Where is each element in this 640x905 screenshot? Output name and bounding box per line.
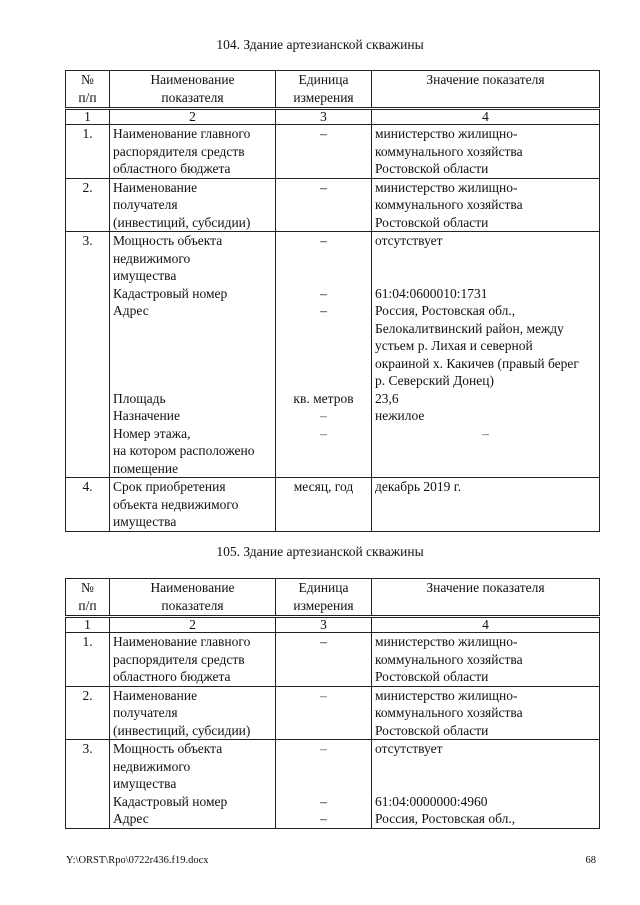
column-number: 2	[110, 109, 276, 125]
column-number-row	[66, 617, 600, 633]
indicator-name: Наименование получателя (инвестиций, субсидии)	[110, 686, 276, 740]
column-number: 1	[66, 617, 110, 633]
section-title: 105. Здание артезианской скважины	[216, 544, 424, 559]
section-title: 104. Здание артезианской скважины	[216, 37, 424, 52]
indicator-name: Мощность объекта недвижимого имущества Кадастровый номер Адрес Площадь Назначение Номер этажа, на котором расположено помещение	[110, 232, 276, 478]
unit-cell: месяц, год	[276, 478, 372, 532]
indicator-name: Мощность объекта недвижимого имущества Кадастровый номер Адрес	[110, 740, 276, 829]
row-number: 1.	[66, 633, 110, 687]
row-number: 4.	[66, 478, 110, 532]
indicator-name: Наименование главного распорядителя средств областного бюджета	[110, 125, 276, 179]
unit-cell: – – –	[276, 740, 372, 829]
indicator-name: Наименование главного распорядителя средств областного бюджета	[110, 633, 276, 687]
value-cell: министерство жилищно- коммунального хозяйства Ростовской области	[372, 633, 600, 687]
table-row	[66, 740, 600, 829]
header-indicator-name: Наименование показателя	[110, 579, 276, 617]
file-path-footer: Y:\ORST\Rpo\0722r436.f19.docx	[66, 855, 209, 866]
table-row	[66, 686, 600, 740]
column-number: 3	[276, 109, 372, 125]
indicator-name: Срок приобретения объекта недвижимого имущества	[110, 478, 276, 532]
row-number: 2.	[66, 686, 110, 740]
table-row	[66, 478, 600, 532]
unit-cell: –	[276, 633, 372, 687]
unit-cell: –	[276, 686, 372, 740]
value-cell: министерство жилищно- коммунального хозяйства Ростовской области	[372, 125, 600, 179]
table-header-row	[66, 579, 600, 617]
indicator-table	[65, 70, 600, 532]
column-number: 3	[276, 617, 372, 633]
header-unit: Единица измерения	[276, 71, 372, 109]
value-cell: декабрь 2019 г.	[372, 478, 600, 532]
unit-cell: – – – кв. метров – –	[276, 232, 372, 478]
column-number: 2	[110, 617, 276, 633]
value-cell: министерство жилищно- коммунального хозяйства Ростовской области	[372, 178, 600, 232]
column-number: 4	[372, 617, 600, 633]
header-value: Значение показателя	[372, 579, 600, 617]
table-row	[66, 125, 600, 179]
value-cell: отсутствует 61:04:0000000:4960 Россия, Ростовская обл.,	[372, 740, 600, 829]
header-unit: Единица измерения	[276, 579, 372, 617]
row-number: 3.	[66, 232, 110, 478]
value-cell: отсутствует 61:04:0600010:1731 Россия, Ростовская обл., Белокалитвинский район, между устьем р. Лихая и северной окраиной х. Какичев (правый берег р. Северский Донец) 23,6 нежилое –	[372, 232, 600, 478]
indicator-name: Наименование получателя (инвестиций, субсидии)	[110, 178, 276, 232]
indicator-table	[65, 578, 600, 829]
column-number: 4	[372, 109, 600, 125]
column-number-row	[66, 109, 600, 125]
table-row	[66, 633, 600, 687]
header-value: Значение показателя	[372, 71, 600, 109]
value-cell: министерство жилищно- коммунального хозяйства Ростовской области	[372, 686, 600, 740]
row-number: 1.	[66, 125, 110, 179]
header-number: № п/п	[66, 579, 110, 617]
column-number: 1	[66, 109, 110, 125]
header-indicator-name: Наименование показателя	[110, 71, 276, 109]
row-number: 3.	[66, 740, 110, 829]
table-row	[66, 178, 600, 232]
unit-cell: –	[276, 125, 372, 179]
unit-cell: –	[276, 178, 372, 232]
page-number: 68	[585, 855, 596, 866]
header-number: № п/п	[66, 71, 110, 109]
table-row	[66, 232, 600, 478]
table-header-row	[66, 71, 600, 109]
row-number: 2.	[66, 178, 110, 232]
